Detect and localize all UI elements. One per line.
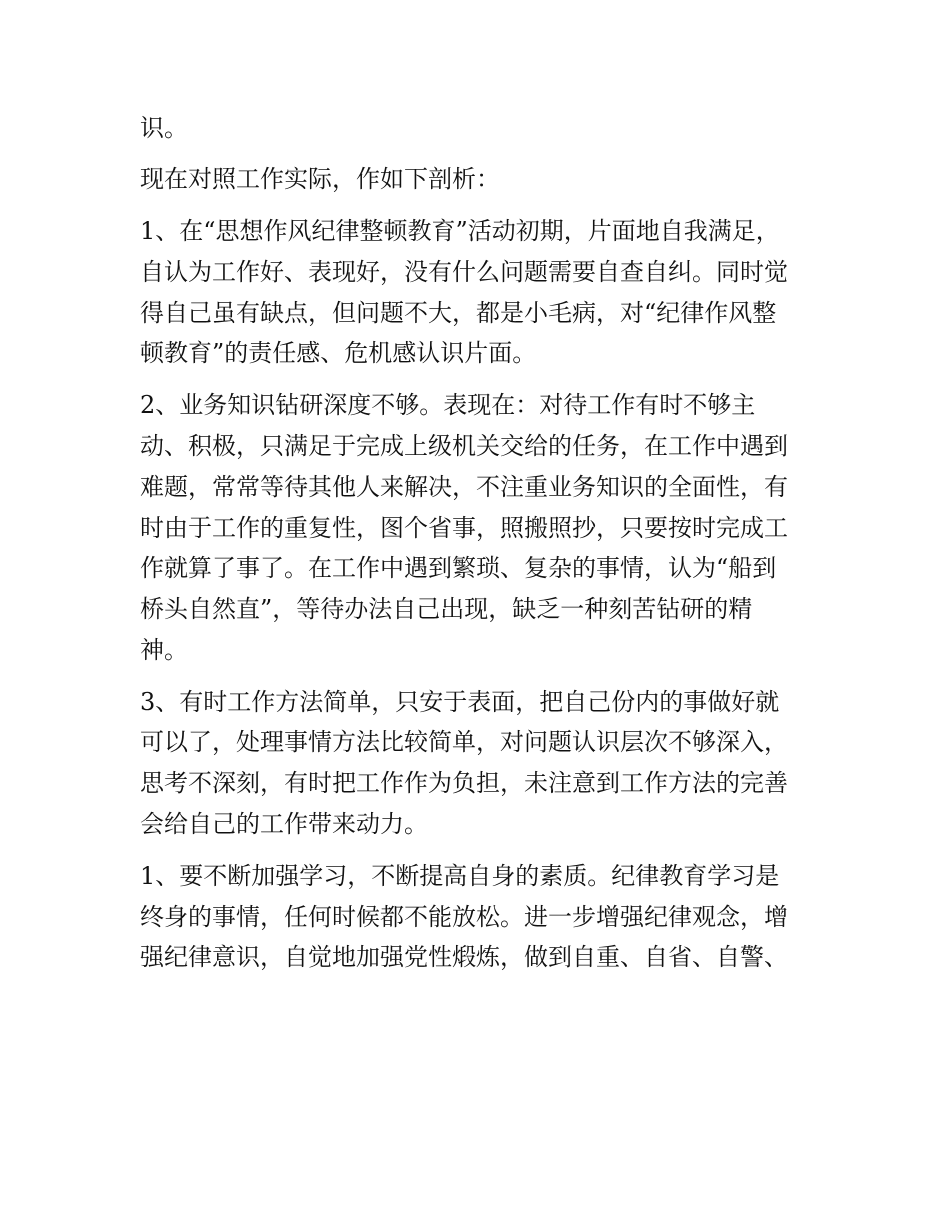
text-line: 现在对照工作实际，作如下剖析：	[140, 165, 500, 194]
text-line: 3、有时工作方法简单，只安于表面，把自己份内的事做好就	[140, 687, 780, 716]
paragraph-5	[140, 682, 820, 846]
paragraph-2	[140, 159, 820, 200]
text-line: 得自己虽有缺点，但问题不大，都是小毛病，对“纪律作风整	[140, 298, 777, 327]
text-line: 终身的事情，任何时候都不能放松。进一步增强纪律观念，增	[140, 902, 788, 931]
text-line: 1、要不断加强学习，不断提高自身的素质。纪律教育学习是	[140, 861, 780, 890]
text-line: 思考不深刻，有时把工作作为负担，未注意到工作方法的完善	[140, 769, 788, 798]
text-line: 强纪律意识，自觉地加强党性煅炼，做到自重、自省、自警、	[140, 943, 788, 972]
text-line: 作就算了事了。在工作中遇到繁琐、复杂的事情，认为“船到	[140, 554, 777, 583]
text-line: 桥头自然直”，等待办法自己出现，缺乏一种刻苦钻研的精	[140, 595, 753, 624]
text-line: 可以了，处理事情方法比较简单，对问题认识层次不够深入，	[140, 728, 788, 757]
text-line: 2、业务知识钻研深度不够。表现在：对待工作有时不够主	[140, 390, 756, 419]
paragraph-3	[140, 211, 820, 375]
paragraph-4	[140, 385, 820, 671]
paragraph-6	[140, 856, 820, 979]
text-line: 自认为工作好、表现好，没有什么问题需要自查自纠。同时觉	[140, 257, 788, 286]
text-line: 难题，常常等待其他人来解决，不注重业务知识的全面性，有	[140, 472, 788, 501]
document-body	[140, 108, 820, 978]
text-line: 神。	[140, 636, 188, 665]
text-line: 时由于工作的重复性，图个省事，照搬照抄，只要按时完成工	[140, 513, 788, 542]
text-line: 动、积极，只满足于完成上级机关交给的任务，在工作中遇到	[140, 431, 788, 460]
paragraph-1	[140, 108, 820, 149]
text-line: 1、在“思想作风纪律整顿教育”活动初期，片面地自我满足，	[140, 216, 780, 245]
text-line: 会给自己的工作带来动力。	[140, 810, 428, 839]
text-line: 顿教育”的责任感、危机感认识片面。	[140, 339, 537, 368]
text-line: 识。	[140, 114, 188, 142]
